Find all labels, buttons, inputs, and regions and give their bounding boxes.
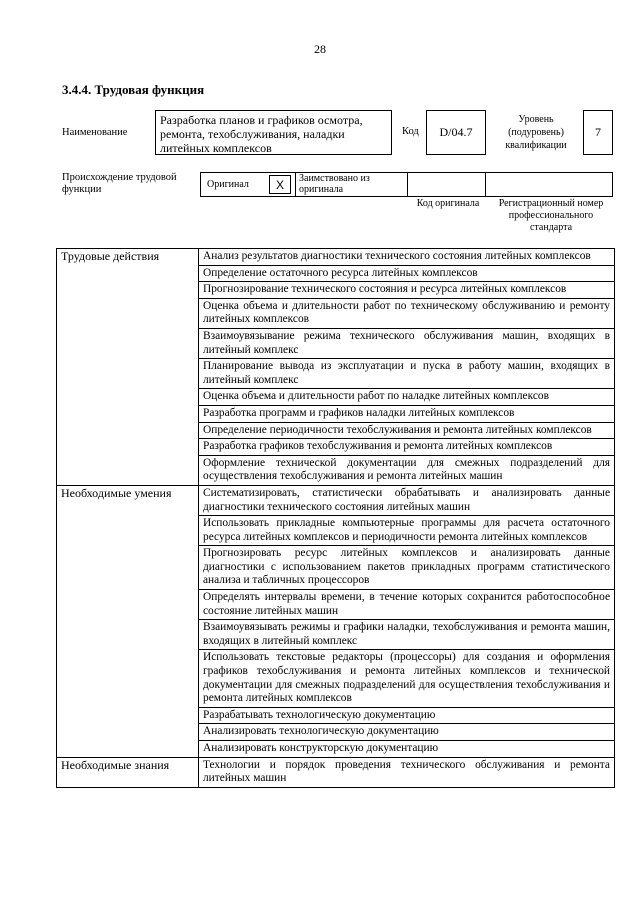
table-row <box>57 485 615 515</box>
item-cell: Определение периодичности техобслуживания и ремонта литейных комплексов <box>199 422 615 439</box>
item-cell: Прогнозирование технического состояния и ресурса литейных комплексов <box>199 282 615 299</box>
item-cell: Прогнозировать ресурс литейных комплексов и анализировать данные диагностики с использованием пакетов прикладных программ статистического анализа и табличных процессоров <box>199 546 615 590</box>
category-cell: Необходимые умения <box>57 485 199 757</box>
original-label: Оригинал <box>207 179 249 190</box>
item-cell: Определение остаточного ресурса литейных комплексов <box>199 265 615 282</box>
item-cell: Систематизировать, статистически обрабатывать и анализировать данные диагностики технического состояния литейных машин <box>199 485 615 515</box>
name-value: Разработка планов и графиков осмотра, ремонта, техобслуживания, наладки литейных комплексов <box>160 113 363 155</box>
code-label: Код <box>402 126 419 137</box>
table-row <box>57 757 615 787</box>
level-value: 7 <box>595 125 601 139</box>
section-title: 3.4.4. Трудовая функция <box>62 82 205 97</box>
item-cell: Анализировать конструкторскую документацию <box>199 741 615 758</box>
item-cell: Разработка программ и графиков наладки литейных комплексов <box>199 405 615 422</box>
item-cell: Оценка объема и длительности работ по наладке литейных комплексов <box>199 389 615 406</box>
item-cell: Взаимоувязывание режима технического обслуживания машин, входящих в литейный комплекс <box>199 328 615 358</box>
labor-function-table <box>56 248 615 788</box>
reg-number-caption: Регистрационный номер профессионального стандарта <box>498 198 604 233</box>
item-cell: Технологии и порядок проведения технического обслуживания и ремонта литейных машин <box>199 757 615 787</box>
borrowed-label: Заимствовано из оригинала <box>299 173 370 195</box>
code-original-cell <box>408 173 486 196</box>
item-cell: Оценка объема и длительности работ по техническому обслуживанию и ремонту литейных комплексов <box>199 298 615 328</box>
code-value-box <box>426 110 486 155</box>
category-cell: Необходимые знания <box>57 757 199 787</box>
name-label: Наименование <box>62 127 128 138</box>
item-cell: Разработка графиков техобслуживания и ремонта литейных комплексов <box>199 439 615 456</box>
page-number: 28 <box>314 42 326 56</box>
item-cell: Взаимоувязывать режимы и графики наладки, техобслуживания и ремонта машин, входящих в литейный комплекс <box>199 620 615 650</box>
origin-label: Происхождение трудовой функции <box>62 172 177 195</box>
item-cell: Использовать прикладные компьютерные программы для расчета остаточного ресурса литейных комплексов и периодичности ремонта литейных комплексов <box>199 516 615 546</box>
item-cell: Разрабатывать технологическую документацию <box>199 707 615 724</box>
table-row <box>57 249 615 266</box>
borrowed-cell <box>296 173 408 196</box>
level-value-box <box>583 110 613 155</box>
code-value: D/04.7 <box>439 125 473 139</box>
code-original-caption: Код оригинала <box>416 198 480 209</box>
item-cell: Планирование вывода из эксплуатации и пуска в работу машин, входящих в литейный комплекс <box>199 359 615 389</box>
item-cell: Оформление технической документации для смежных подразделений для осуществления техобслуживания и ремонта литейных машин <box>199 455 615 485</box>
name-value-box <box>155 110 392 155</box>
original-cell <box>201 173 296 196</box>
item-cell: Использовать текстовые редакторы (процессоры) для создания и оформления графиков техобслуживания и ремонта литейных комплексов и технической документации для смежных подразделений для осуществления техобслуживания и ремонта литейных комплексов <box>199 650 615 707</box>
origin-row <box>200 172 613 197</box>
item-cell: Определять интервалы времени, в течение которых сохранится работоспособное состояние литейных машин <box>199 590 615 620</box>
category-cell: Трудовые действия <box>57 249 199 486</box>
item-cell: Анализировать технологическую документацию <box>199 724 615 741</box>
original-checkbox: X <box>269 175 291 194</box>
item-cell: Анализ результатов диагностики технического состояния литейных комплексов <box>199 249 615 266</box>
reg-number-cell <box>486 173 612 196</box>
level-label: Уровень (подуровень) квалификации <box>505 114 567 151</box>
